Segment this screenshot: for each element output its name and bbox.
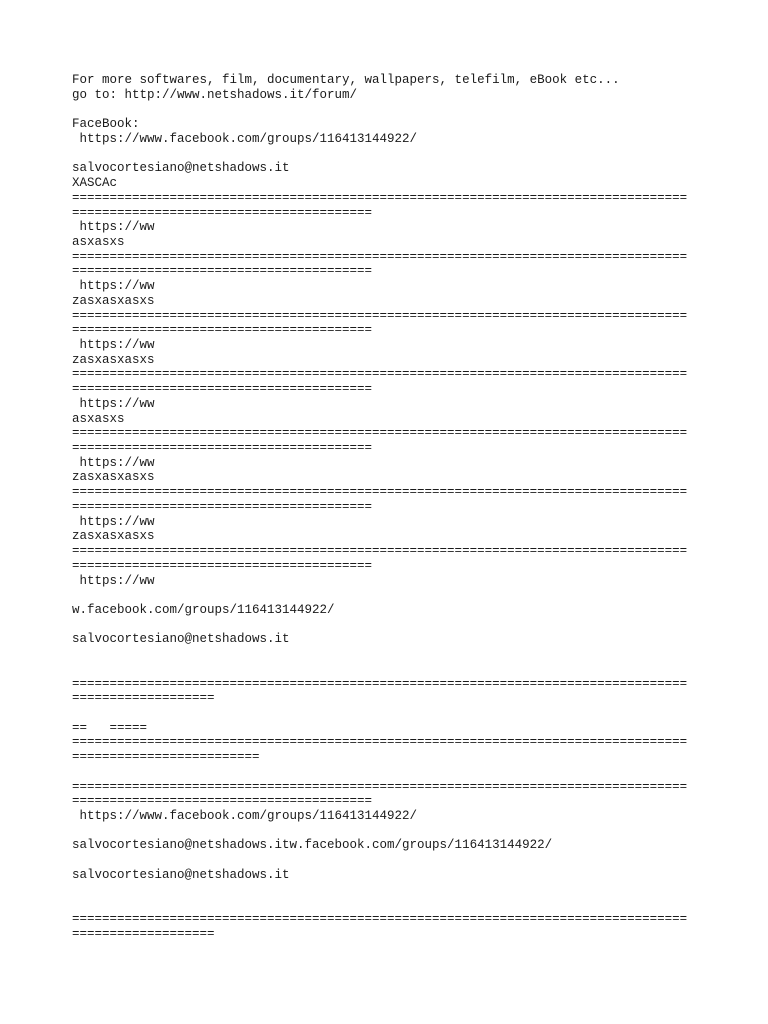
separator-line: ======================================== [72, 441, 373, 455]
separator-line: =================== [72, 691, 215, 706]
separator-line: ================================================================================== [72, 367, 688, 382]
url-text: https://ww [72, 220, 155, 235]
separator-line: ======================================== [72, 794, 373, 809]
separator-line: ================================================================================== [72, 912, 688, 926]
separator-line: ================================================================================== [72, 308, 688, 323]
url-text: https://www.facebook.com/groups/116413144922/ [72, 131, 418, 146]
text-line: For more softwares, film, documentary, wallpapers, telefilm, eBook etc... [72, 73, 620, 87]
separator-line: ================================================================================== [72, 485, 688, 500]
separator-line: ======================================== [72, 205, 373, 220]
separator-line: ================================================================================== [72, 426, 688, 441]
text-line: XASCAc [72, 176, 118, 190]
url-text: https://ww [72, 279, 155, 294]
text-line: zasxasxasxs [72, 529, 155, 544]
url-text: https://ww [72, 573, 155, 588]
url-text: https://www.facebook.com/groups/116413144922/ [72, 809, 418, 823]
text-line: go to: http://www.netshadows.it/forum/ [72, 87, 358, 102]
text-line: asxasxs [72, 411, 125, 426]
url-text: https://ww [72, 396, 155, 411]
text-line: asxasxs [72, 234, 125, 249]
separator-line: ======================================== [72, 499, 373, 514]
url-text: w.facebook.com/groups/116413144922/ [72, 602, 335, 617]
separator-line: ================================================================================== [72, 190, 688, 205]
text-line: zasxasxasxs [72, 352, 155, 367]
email-text: salvocortesiano@netshadows.it [72, 632, 290, 647]
email-text: salvocortesiano@netshadows.itw.facebook.com/groups/116413144922/ [72, 838, 553, 853]
email-text: salvocortesiano@netshadows.it [72, 867, 290, 882]
url-text: https://ww [72, 455, 155, 470]
separator-line: ================================================================================== [72, 249, 688, 264]
separator-line: == ===== [72, 720, 148, 735]
separator-line: ======================================== [72, 323, 373, 338]
text-line: zasxasxasxs [72, 470, 155, 485]
separator-line: ======================================== [72, 264, 373, 279]
email-text: salvocortesiano@netshadows.it [72, 161, 290, 176]
separator-line: ================================================================================== [72, 779, 688, 794]
url-text: https://ww [72, 338, 155, 352]
separator-line: ================================================================================== [72, 544, 688, 558]
separator-line: ======================================== [72, 558, 373, 573]
separator-line: ================================================================================== [72, 676, 688, 691]
text-line: FaceBook: [72, 117, 140, 132]
url-text: https://ww [72, 514, 155, 529]
separator-line: ======================================== [72, 382, 373, 397]
separator-line: =================== [72, 926, 215, 941]
text-line: zasxasxasxs [72, 293, 155, 308]
separator-line: ================================================================================== [72, 735, 688, 750]
separator-line: ========================= [72, 750, 260, 765]
